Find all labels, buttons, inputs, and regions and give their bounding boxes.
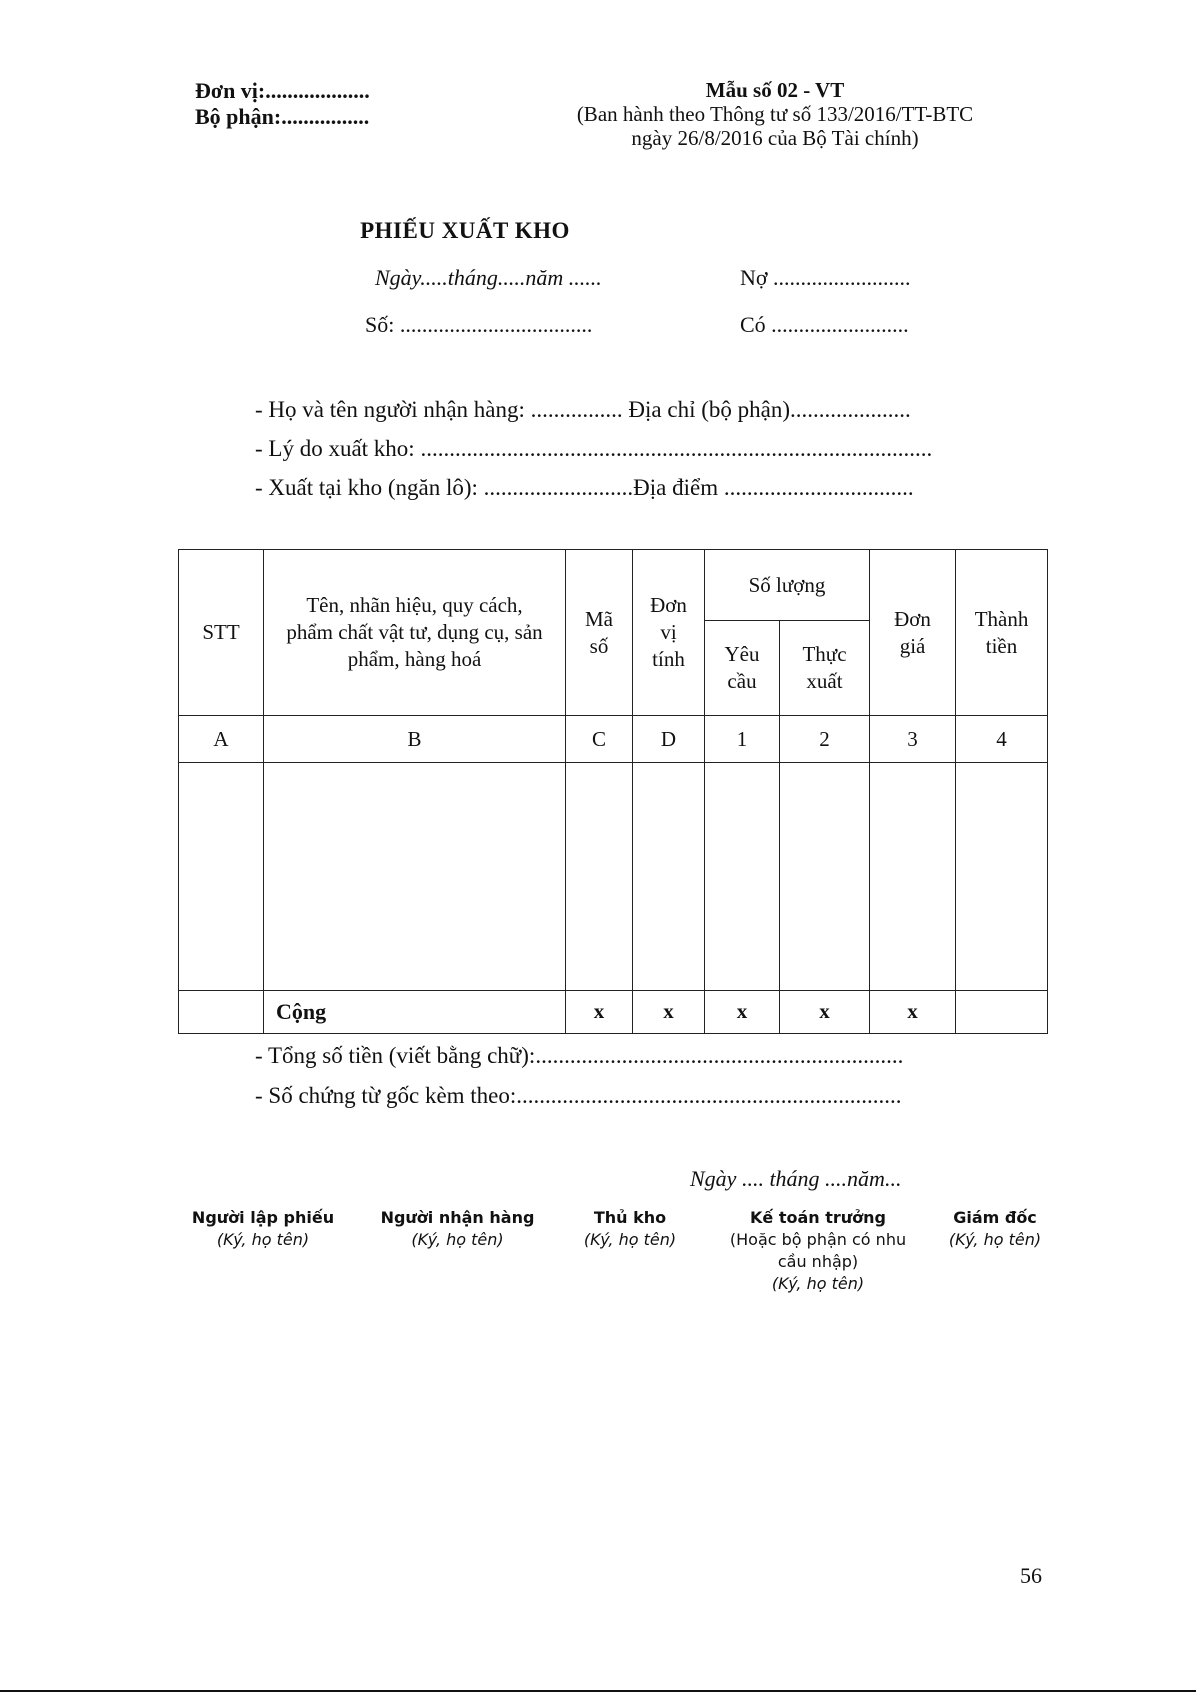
debit-line: Nợ .........................	[740, 265, 911, 290]
reason-line: - Lý do xuất kho: .........................................................................................	[255, 436, 933, 461]
issued-by-line-2: ngày 26/8/2016 của Bộ Tài chính)	[631, 126, 919, 150]
signature-receiver: Người nhận hàng (Ký, họ tên)	[380, 1208, 535, 1249]
entry-cell[interactable]	[264, 763, 566, 990]
total-mark: x	[780, 990, 870, 1033]
total-mark: x	[633, 990, 705, 1033]
number-line: Số: ...................................	[365, 312, 593, 337]
header-price: Đơn giá	[870, 550, 956, 716]
header-stt: STT	[179, 550, 264, 716]
total-stt-cell	[179, 990, 264, 1033]
total-label: Cộng	[264, 990, 566, 1033]
total-mark: x	[870, 990, 956, 1033]
department-label: Bộ phận:................	[195, 104, 370, 129]
index-cell: 4	[956, 716, 1048, 763]
index-cell: B	[264, 716, 566, 763]
header-code: Mã số	[566, 550, 633, 716]
entry-cell[interactable]	[566, 763, 633, 990]
index-cell: D	[633, 716, 705, 763]
total-mark: x	[705, 990, 780, 1033]
goods-table	[178, 549, 1048, 1034]
credit-line: Có .........................	[740, 312, 909, 337]
date-line: Ngày.....tháng.....năm ......	[375, 265, 602, 290]
signature-storekeeper: Thủ kho (Ký, họ tên)	[583, 1208, 677, 1249]
index-cell: C	[566, 716, 633, 763]
page-number: 56	[1020, 1563, 1042, 1588]
index-cell: 2	[780, 716, 870, 763]
total-mark: x	[566, 990, 633, 1033]
entry-cell[interactable]	[705, 763, 780, 990]
unit-header	[195, 78, 370, 130]
index-cell: A	[179, 716, 264, 763]
header-name: Tên, nhãn hiệu, quy cách, phẩm chất vật tư, dụng cụ, sản phẩm, hàng hoá	[264, 550, 566, 716]
header-unit: Đơn vị tính	[633, 550, 705, 716]
form-number: Mẫu số 02 - VT	[705, 78, 845, 102]
index-cell: 3	[870, 716, 956, 763]
index-cell: 1	[705, 716, 780, 763]
signature-director: Giám đốc (Ký, họ tên)	[948, 1208, 1042, 1249]
entry-cell[interactable]	[633, 763, 705, 990]
document-title: PHIẾU XUẤT KHO	[360, 218, 570, 243]
total-amount-cell[interactable]	[956, 990, 1048, 1033]
amount-in-words-line: - Tổng số tiền (viết bằng chữ):................................................................	[255, 1043, 904, 1068]
entry-cell[interactable]	[870, 763, 956, 990]
receiver-line: - Họ và tên người nhận hàng: ................ Địa chỉ (bộ phận).....................	[255, 397, 911, 422]
signature-date: Ngày .... tháng ....năm...	[690, 1166, 902, 1191]
index-row	[179, 716, 1048, 763]
entry-row	[179, 763, 1048, 990]
header-qty-requested: Yêu cầu	[705, 621, 780, 716]
form-info	[540, 78, 1010, 150]
issued-by-line-1: (Ban hành theo Thông tư số 133/2016/TT-BTC	[576, 102, 974, 126]
entry-cell[interactable]	[179, 763, 264, 990]
entry-cell[interactable]	[780, 763, 870, 990]
header-qty-actual: Thực xuất	[780, 621, 870, 716]
unit-label: Đơn vị:...................	[195, 78, 370, 103]
entry-cell[interactable]	[956, 763, 1048, 990]
signature-preparer: Người lập phiếu (Ký, họ tên)	[191, 1208, 335, 1249]
scan-edge-line	[0, 1690, 1196, 1692]
attached-docs-line: - Số chứng từ gốc kèm theo:...................................................................	[255, 1083, 902, 1108]
warehouse-line: - Xuất tại kho (ngăn lô): ..........................Địa điểm .................................	[255, 475, 914, 500]
header-quantity: Số lượng	[705, 550, 870, 621]
total-row	[179, 990, 1048, 1033]
signature-chief-accountant: Kế toán trưởng (Hoặc bộ phận có nhu cầu nhập) (Ký, họ tên)	[729, 1208, 907, 1293]
header-amount: Thành tiền	[956, 550, 1048, 716]
